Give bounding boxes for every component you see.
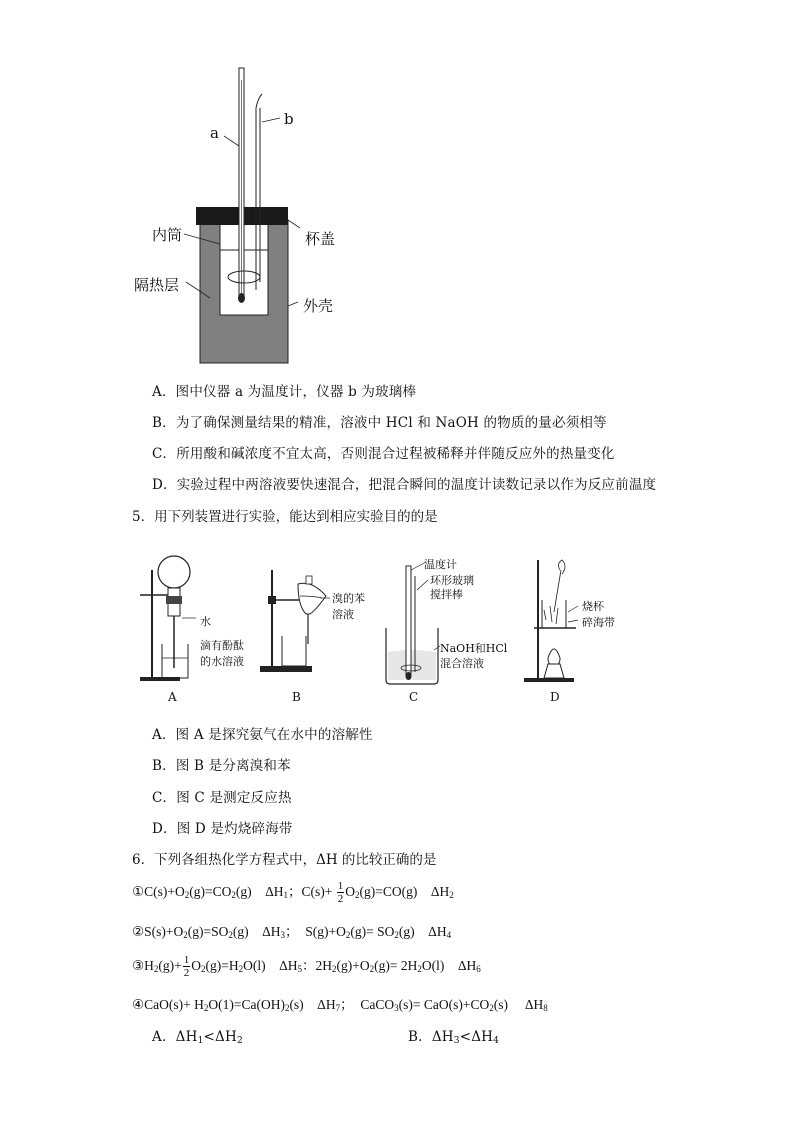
fig-c-thermometer: 温度计 <box>424 558 457 571</box>
q5-option-b: B．图 B 是分离溴和苯 <box>152 758 291 774</box>
q5-option-d: D．图 D 是灼烧碎海带 <box>152 821 293 837</box>
eq2-marker: ② <box>132 924 145 939</box>
eq3-marker: ③ <box>132 958 145 973</box>
fig-caption-c: C <box>409 690 419 704</box>
label-insulation: 隔热层 <box>134 276 180 294</box>
label-b: b <box>284 110 294 128</box>
label-inner-cup: 内筒 <box>152 226 183 244</box>
q4-option-d: D．实验过程中两溶液要快速混合，把混合瞬间的温度计读数记录以作为反应前温度 <box>152 477 657 493</box>
equation-1: $①C(s)+O_2(g)=CO_2(g)$ $\Delta H_1$；C(s)+ $\frac{1}{2}$ $O_2(g)=CO(g)$ $\Delta H_2$ <box>132 880 454 906</box>
fig-d-beaker: 烧杯 <box>582 600 604 613</box>
fig-a-sol2: 的水溶液 <box>200 655 244 668</box>
q6-stem: 6．下列各组热化学方程式中，ΔH 的比较正确的是 <box>132 852 437 868</box>
fig-caption-b: B <box>292 690 301 704</box>
fig-d-kelp: 碎海带 <box>582 616 615 629</box>
fig-c-sol1: NaOH和HCl <box>440 642 508 655</box>
q5-option-a: A．图 A 是探究氨气在水中的溶解性 <box>152 727 373 743</box>
q4-option-c: C．所用酸和碱浓度不宜太高，否则混合过程被稀释并伴随反应外的热量变化 <box>152 446 615 462</box>
equation-4: ④CaO(s)+ $H_2O(1)=Ca(OH)_2(s)$ $\Delta H_7$； CaCO$_3$(s)= $CaO(s)+CO_2(s)$ $\Delta H_8$ <box>132 997 548 1013</box>
label-shell: 外壳 <box>303 297 334 315</box>
label-lid: 杯盖 <box>305 230 336 248</box>
calorimeter-figure <box>140 60 360 370</box>
label-a: a <box>210 124 219 142</box>
q5-option-c: C．图 C 是测定反应热 <box>152 790 292 806</box>
fig-a-water: 水 <box>200 615 211 628</box>
apparatus-a <box>140 556 196 681</box>
fig-b-sol1: 溴的苯 <box>332 592 365 605</box>
apparatus-d <box>524 560 578 682</box>
fig-caption-d: D <box>550 690 560 704</box>
fig-b-sol2: 溶液 <box>332 608 354 621</box>
eq4-marker: ④ <box>132 997 145 1012</box>
fig-caption-a: A <box>168 690 177 704</box>
fig-c-sol2: 混合溶液 <box>440 657 484 670</box>
fig-a-sol1: 滴有酚酞 <box>200 639 244 652</box>
q4-option-a: A．图中仪器 a 为温度计，仪器 b 为玻璃棒 <box>152 384 417 400</box>
q4-option-b: B．为了确保测量结果的精准，溶液中 HCl 和 NaOH 的物质的量必须相等 <box>152 415 607 431</box>
q6-option-b: B．$\Delta H_3<\Delta H_4$ <box>408 1029 500 1046</box>
apparatus-b <box>260 570 330 672</box>
equation-3: $③H_2(g)+$ $\frac{1}{2}$ $O_2(g)=H_2O(l)$ $\Delta H_5$：$2H_2(g)+O_2(g)= 2H_2O(l)$ $\Delta H_6$ <box>132 954 481 980</box>
equation-2: $②S(s)+O_2(g)=SO_2(g)$ $\Delta H_3$； $S(g)+O_2(g)= SO_2(g)$ $\Delta H_4$ <box>132 924 452 940</box>
eq1-marker: ① <box>132 884 145 899</box>
q6-option-a: A．$\Delta H_1<\Delta H_2$ <box>152 1029 243 1046</box>
fig-c-stir2: 搅拌棒 <box>430 588 463 601</box>
fig-c-stir1: 环形玻璃 <box>430 574 474 587</box>
q5-stem: 5．用下列装置进行实验，能达到相应实验目的的是 <box>132 509 438 525</box>
